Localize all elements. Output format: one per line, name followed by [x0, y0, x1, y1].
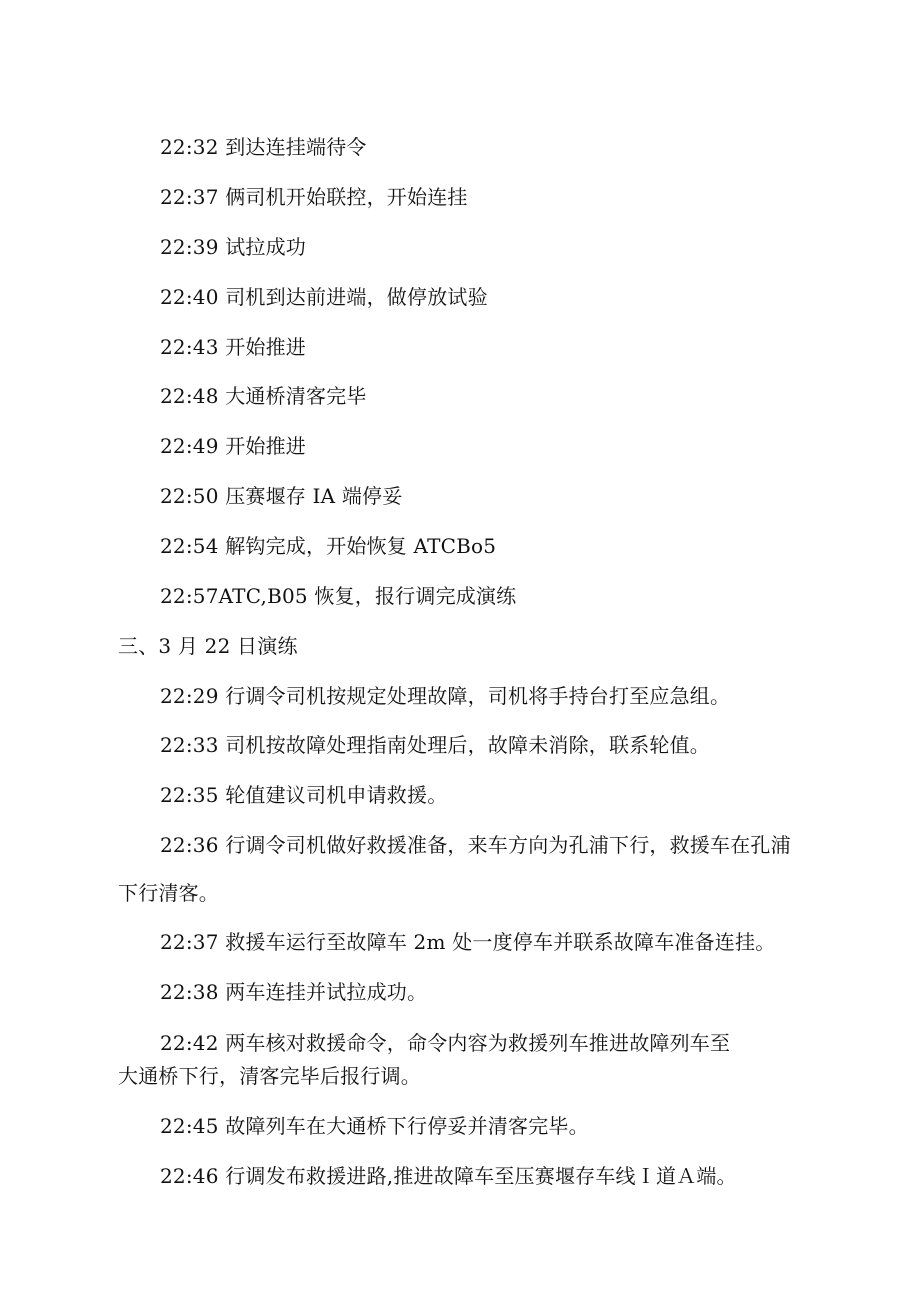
log-line-2239: 22:39 试拉成功 — [160, 235, 306, 259]
drill-line-2242-continued: 大通桥下行，清客完毕后报行调。 — [118, 1064, 421, 1088]
log-line-2240: 22:40 司机到达前进端，做停放试验 — [160, 285, 488, 309]
log-line-2257: 22:57ATC,B05 恢复，报行调完成演练 — [160, 584, 517, 608]
section-heading: 三、3 月 22 日演练 — [118, 634, 298, 658]
drill-line-2233: 22:33 司机按故障处理指南处理后，故障未消除，联系轮值。 — [160, 733, 710, 757]
drill-line-2246: 22:46 行调发布救援进路,推进故障车至压赛堰存车线Ｉ道Ａ端。 — [160, 1164, 737, 1188]
log-line-2237: 22:37 俩司机开始联控，开始连挂 — [160, 185, 468, 209]
log-line-2232: 22:32 到达连挂端待令 — [160, 135, 367, 159]
drill-line-2238: 22:38 两车连挂并试拉成功。 — [160, 980, 428, 1004]
log-line-2243: 22:43 开始推进 — [160, 335, 306, 359]
log-line-2249: 22:49 开始推进 — [160, 434, 306, 458]
drill-line-2236: 22:36 行调令司机做好救援准备，来车方向为孔浦下行，救援车在孔浦 — [160, 833, 791, 857]
log-line-2248: 22:48 大通桥清客完毕 — [160, 384, 367, 408]
drill-line-2245: 22:45 故障列车在大通桥下行停妥并清客完毕。 — [160, 1114, 589, 1138]
drill-line-2237: 22:37 救援车运行至故障车 2m 处一度停车并联系故障车准备连挂。 — [160, 930, 776, 954]
log-line-2250: 22:50 压赛堰存 IA 端停妥 — [160, 484, 403, 508]
drill-line-2236-continued: 下行清客。 — [118, 881, 219, 905]
log-line-2254: 22:54 解钩完成，开始恢复 ATCBo5 — [160, 534, 497, 558]
drill-line-2235: 22:35 轮值建议司机申请救援。 — [160, 783, 448, 807]
drill-line-2229: 22:29 行调令司机按规定处理故障，司机将手持台打至应急组。 — [160, 684, 731, 708]
drill-line-2242: 22:42 两车核对救援命令，命令内容为救援列车推进故障列车至 — [160, 1031, 731, 1055]
